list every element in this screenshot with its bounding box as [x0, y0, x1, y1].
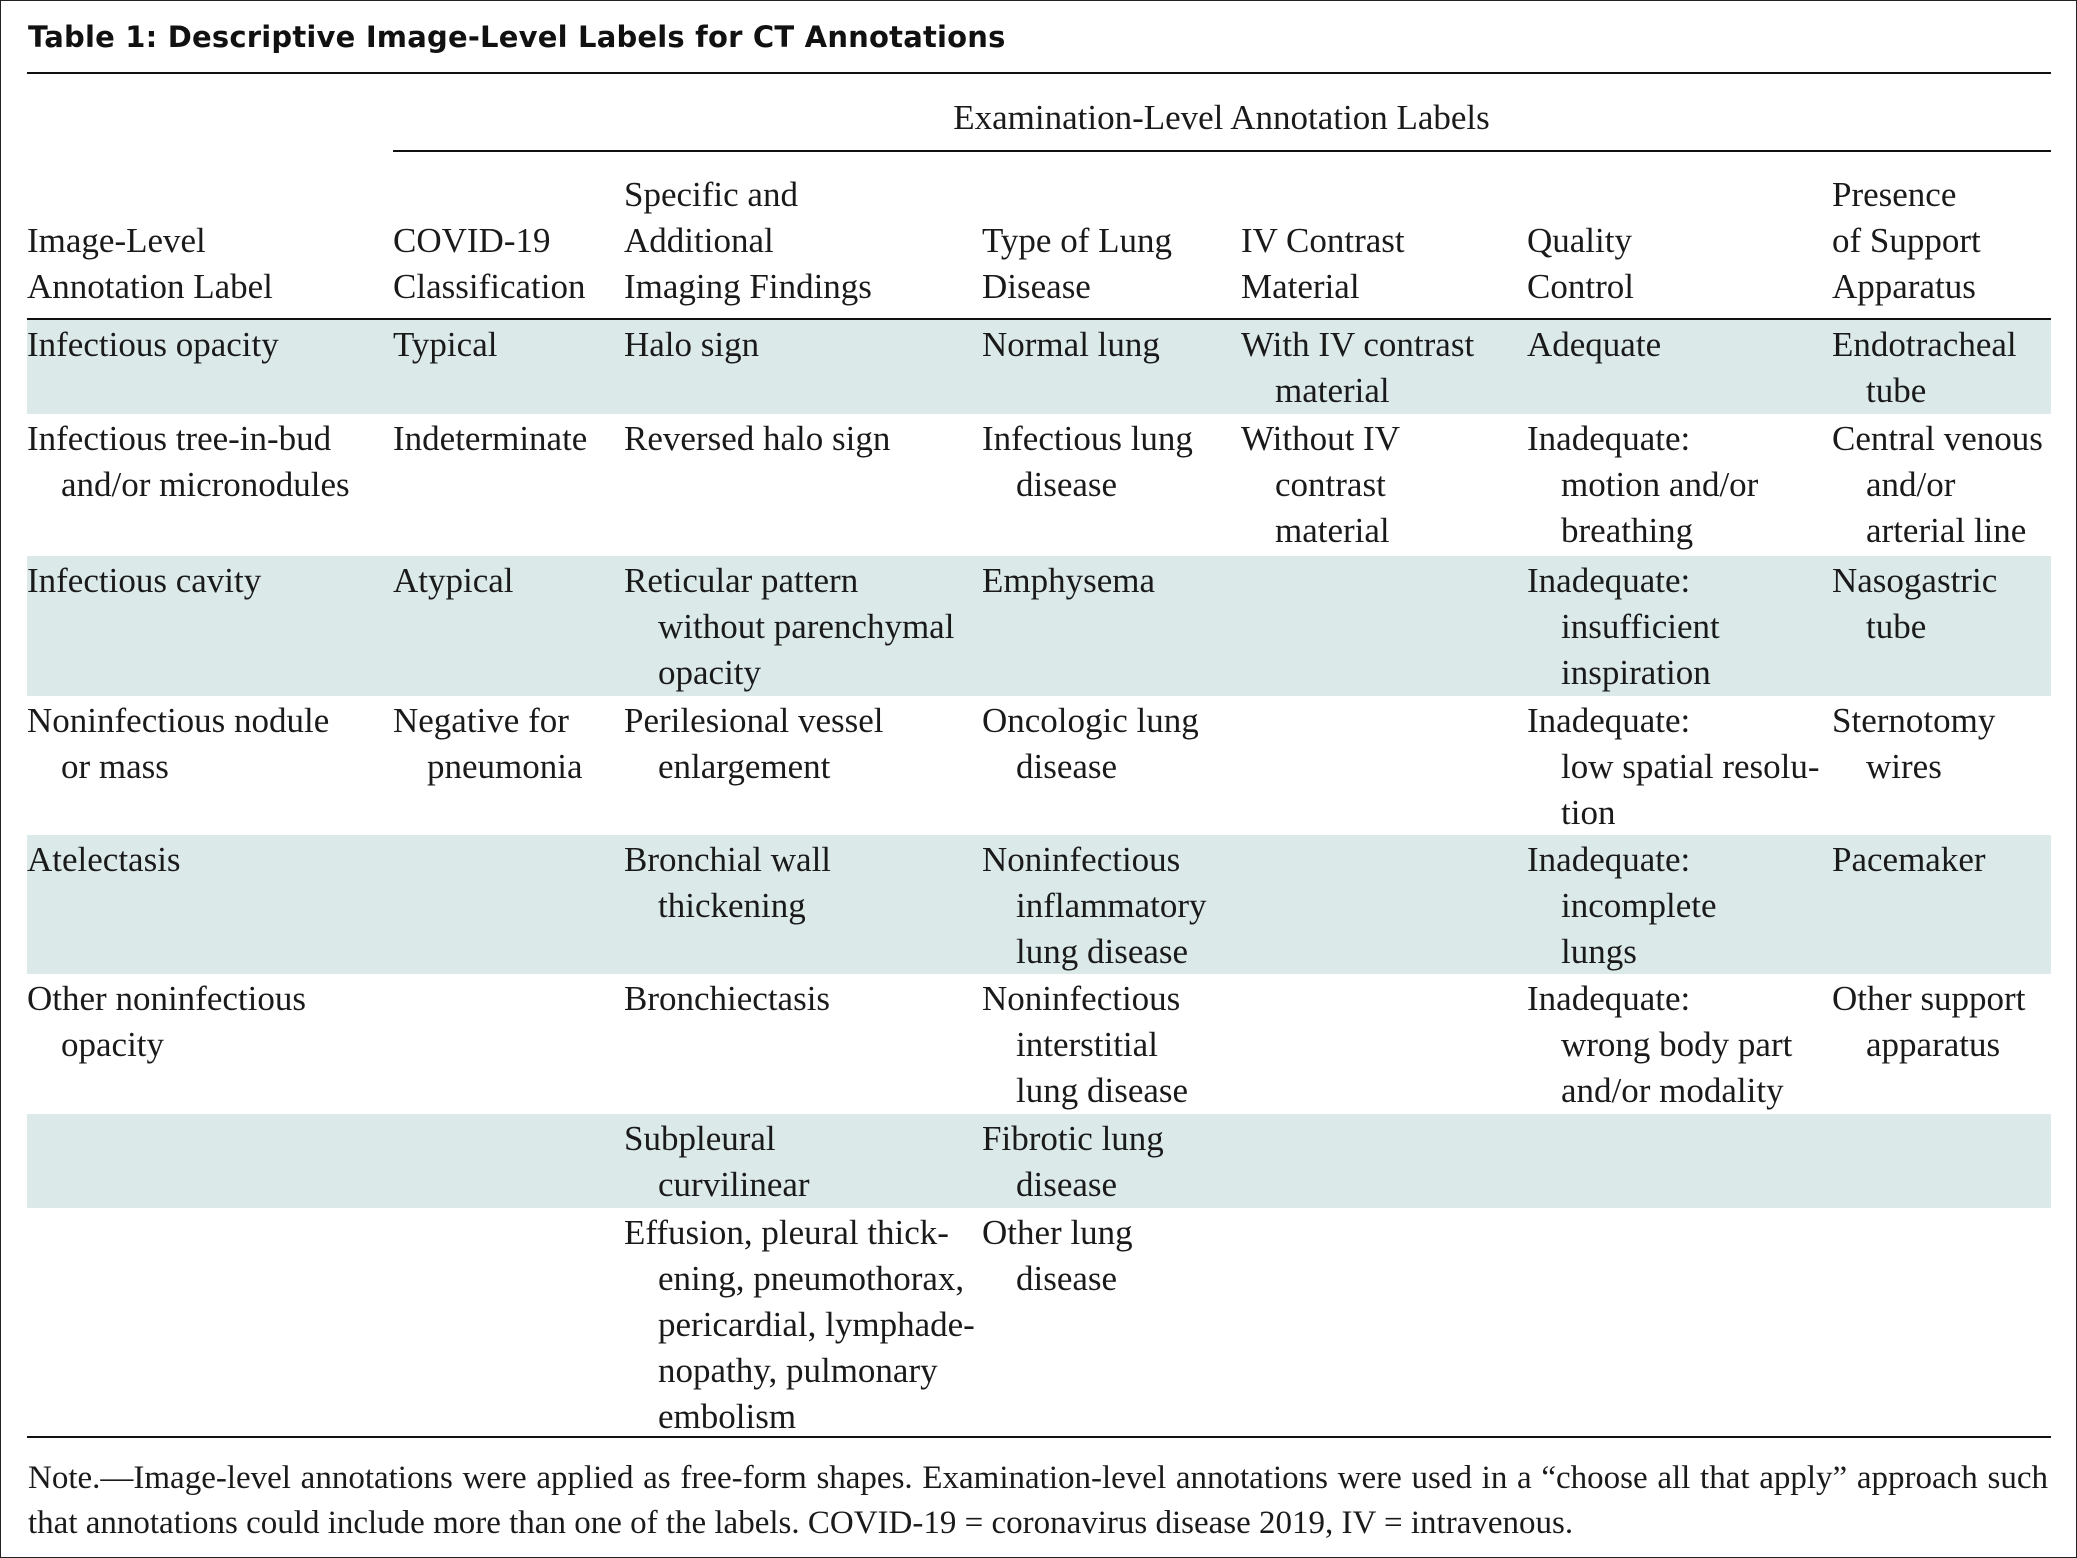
table-cell: Inadequate: motion and/or breathing: [1527, 419, 1759, 550]
table-cell: Subpleural curvilinear: [624, 1119, 810, 1204]
table-cell: Noninfectious interstitial lung disease: [982, 979, 1189, 1110]
top-rule: [27, 72, 2051, 74]
table-cell: Reversed halo sign: [624, 419, 891, 458]
table-title: Table 1: Descriptive Image-Level Labels for CT Annotations: [28, 20, 1006, 54]
table-cell: Infectious tree-in-bud and/or micronodules: [27, 419, 350, 504]
table-cell: Typical: [393, 325, 498, 364]
table-cell: Inadequate: incomplete lungs: [1527, 840, 1717, 971]
table-cell: Other lung disease: [982, 1213, 1133, 1298]
table-cell: Fibrotic lung disease: [982, 1119, 1164, 1204]
column-header: Presence of Support Apparatus: [1832, 175, 1981, 306]
table-cell: Reticular pattern without parenchymal opacity: [624, 561, 955, 692]
table-cell: Adequate: [1527, 325, 1662, 364]
table-cell: With IV contrast material: [1241, 325, 1475, 410]
table-cell: Normal lung: [982, 325, 1160, 364]
table-cell: Effusion, pleural thick- ening, pneumothorax, pericardial, lymphade- nopathy, pulmonary embolism: [624, 1213, 975, 1436]
table-cell: Sternotomy wires: [1832, 701, 1996, 786]
table-cell: Other support apparatus: [1832, 979, 2026, 1064]
column-header: COVID-19 Classification: [393, 221, 586, 306]
column-header: Specific and Additional Imaging Findings: [624, 175, 872, 306]
table-cell: Noninfectious nodule or mass: [27, 701, 330, 786]
table-cell: Nasogastric tube: [1832, 561, 1998, 646]
table-cell: Central venous and/or arterial line: [1832, 419, 2043, 550]
spanner-rule: [393, 150, 2051, 152]
table-cell: Inadequate: low spatial resolu- tion: [1527, 701, 1820, 832]
table-cell: Infectious lung disease: [982, 419, 1193, 504]
table-cell: Pacemaker: [1832, 840, 1986, 879]
column-header: Type of Lung Disease: [982, 221, 1173, 306]
table-cell: Endotracheal tube: [1832, 325, 2017, 410]
bottom-rule: [27, 1436, 2051, 1438]
table-cell: Atypical: [393, 561, 514, 600]
column-header: Quality Control: [1527, 221, 1634, 306]
table-cell: Atelectasis: [27, 840, 181, 879]
table-cell: Infectious opacity: [27, 325, 279, 364]
table-cell: Indeterminate: [393, 419, 588, 458]
column-group-header: Examination-Level Annotation Labels: [953, 98, 1490, 137]
table-cell: Oncologic lung disease: [982, 701, 1199, 786]
table-cell: Without IV contrast material: [1241, 419, 1400, 550]
table-cell: Other noninfectious opacity: [27, 979, 306, 1064]
table-cell: Noninfectious inflammatory lung disease: [982, 840, 1207, 971]
table-cell: Inadequate: insufficient inspiration: [1527, 561, 1720, 692]
table-cell: Bronchiectasis: [624, 979, 831, 1018]
column-header: Image-Level Annotation Label: [27, 221, 273, 306]
table-note: Note.—Image-level annotations were applied as free-form shapes. Examination-level annotations were used in a “choose all that apply” approach such that annotations could include more than one of the labels. COVID-19 = coronavirus disease 2019, IV = intravenous.: [28, 1460, 2048, 1541]
column-header: IV Contrast Material: [1241, 221, 1405, 306]
table-cell: Negative for pneumonia: [393, 701, 583, 786]
table-cell: Perilesional vessel enlargement: [624, 701, 884, 786]
table-cell: Inadequate: wrong body part and/or modality: [1527, 979, 1793, 1110]
table-cell: Bronchial wall thickening: [624, 840, 832, 925]
table-cell: Emphysema: [982, 561, 1156, 600]
table-cell: Halo sign: [624, 325, 760, 364]
table-cell: Infectious cavity: [27, 561, 262, 600]
